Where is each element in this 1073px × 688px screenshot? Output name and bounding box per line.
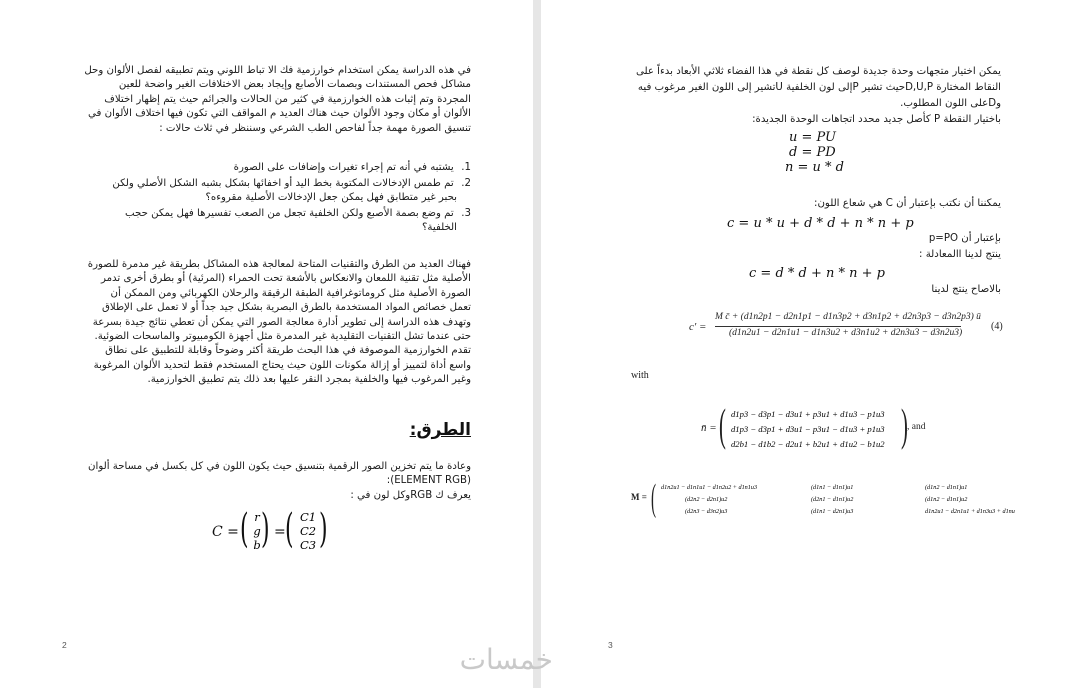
vector-entry: b: [253, 538, 261, 552]
text-line: الألوان أو مكان وجود الألوان حيث هناك العديد م المواقف التي تكون فيها اختلاف الألوان في: [88, 108, 471, 120]
equation: n = u * d: [785, 160, 844, 175]
m-matrix-row: [661, 494, 967, 506]
text-line: وغير المرغوب فيها والخلفية بمجرد النقر عليها بعد ذلك يتم تطبيق الخوارزمية.: [147, 374, 471, 386]
matrix-bracket: (: [719, 399, 726, 450]
m-matrix-equation: [631, 477, 1031, 520]
matrix-cell: (d1n2 − d1n1)u1: [925, 484, 968, 491]
m-matrix-row: [661, 482, 967, 494]
intro-paragraph: [61, 64, 471, 136]
vector-entry: C2: [299, 524, 317, 538]
text-line: بإعتبار أن p=PO: [928, 233, 1001, 244]
list-item: [61, 207, 471, 235]
document-page-3: [541, 0, 1073, 688]
m-matrix-row: [661, 506, 1015, 518]
text-line: تقدم الخوارزمية الموصوفة في هذا البحث طريقة أكثر وضوحاً وقابلة للتطبيق على نطاق: [105, 345, 471, 357]
matrix-cell: (d2n2 − d2n1)u2: [685, 496, 728, 503]
text-line: المجردة وتم إثبات هذه الخوارزمية في كثير من الحالات والجرائم حيث يتم إظهار اختلاف: [104, 93, 471, 105]
vector-entry: d1p3 − d3p1 + d3u1 − p3u1 − d1u3 + p1u3: [731, 424, 885, 434]
and-label: , and: [907, 422, 926, 432]
n-vector-equation: [701, 399, 941, 456]
text-line: باختيار النقطة P كأصل جديد محدد اتجاهات الوحدة الجديدة:: [752, 114, 1001, 125]
methods-intro-paragraph: [61, 258, 471, 388]
fraction-denominator: (d1n2u1 − d2n1u1 − d1n3u2 + d3n1u2 + d2n3u3 − d3n2u3): [729, 328, 963, 338]
matrix-cell: (d1n1 − d2n1)u3: [811, 508, 854, 515]
vector-bracket: ): [319, 506, 328, 552]
text-line: ينتج لدينا االمعادلة :: [919, 249, 1001, 260]
methods-paragraph: [61, 460, 471, 503]
list-item: [61, 161, 471, 175]
matrix-cell: (d1n1 − d1n1)u1: [811, 484, 854, 491]
fraction-bar: [715, 326, 961, 327]
list-item: [61, 177, 471, 205]
equation-lhs: n̄ =: [701, 422, 717, 434]
text-line: الأصلية مثل تقنية اللمعان والانعكاس بالأشعة تحت الحمراء (المرئية) أو بطرق أخرى تدمر: [100, 273, 471, 285]
color-vector-equation: [212, 506, 332, 556]
equation-lhs: M =: [631, 492, 647, 502]
matrix-cell: d1n2u1 − d2n1u1 + d1n3u3 + d1nu: [925, 508, 1015, 515]
text-line: حتى عندما تشل التقنيات التقليدية غير المدمرة مثل أجهزة الكومبيوتر والماسحات الضوئية.: [94, 331, 471, 343]
list-text: بحبر غير متطابق فهل يمكن جعل الإدخالات الأصلية مقروءه؟: [205, 192, 457, 203]
text-line: تعمل خصائص المواد المستخدمة بالطرق البصرية بشكل جيد جداً أو لا تعمل على الإطلاق: [101, 302, 471, 314]
unit-vector-equations: [785, 130, 848, 175]
text-line: واسع أداة لتمييز أو إزالة مكونات اللون حيث يحتاج المستخدم فقط لتحديد الألوان المرغوبة: [93, 359, 471, 371]
vector-entry: C1: [299, 510, 317, 524]
vector-entry: d2b1 − d1b2 − d2u1 + b2u1 + d1u2 − b1u2: [731, 439, 885, 449]
matrix-cell: d1n2u1 − d1n1u1 − d1n2u2 + d1n1u3: [661, 484, 758, 491]
text-line: يمكن اختيار متجهات وحدة جديدة لوصف كل نقطة في هذا الفضاء ثلاثي الأبعاد بدءاً على: [636, 66, 1001, 77]
list-text: تم وضع بصمة الأصبع ولكن الخلفية تجعل من الصعب تفسيرها فهل يمكن حجب: [125, 208, 454, 219]
equation: c = u * u + d * d + n * n + p: [727, 216, 914, 231]
text-line: وتهدف هذه الدراسة إلى تطوير أدارة معالجة الصور التي يمكن أن تعطي نتائج جيدة بسرعة: [92, 316, 471, 328]
vector-entry: r: [254, 510, 260, 524]
intro-paragraph: [591, 64, 1001, 128]
vector-entry: C3: [299, 538, 317, 552]
vector-entry: g: [253, 524, 261, 538]
document-page-2: [0, 0, 533, 688]
text-line: في هذه الدراسة يمكن استخدام خوارزمية فك الا تباط اللوني ويتم تطبيقه لفصل الألوان وحل: [84, 65, 471, 76]
vector-c123: [296, 510, 320, 552]
list-text: يشتبه في أنه تم إجراء تغيرات وإضافات على الصورة: [233, 162, 454, 173]
list-text: تم طمس الإدخالات المكتوبة بخط اليد أو اخفائها بشكل بشبه الشكل الأصلي ولكن: [112, 178, 454, 189]
list-number: 3.: [461, 208, 471, 219]
matrix-bracket: ): [901, 399, 908, 450]
text-line: النقاط المختارة D,U,Pحيث تشير Pإلى لون الخلفية Uتشير إلى اللون الغير مرغوب فيه: [637, 82, 1001, 93]
vector-entry: d1p3 − d3p1 − d3u1 + p3u1 + d1u3 − p1u3: [731, 409, 885, 419]
vector-bracket: (: [285, 506, 294, 552]
matrix-bracket: (: [651, 477, 657, 519]
equation: u = PU: [789, 130, 837, 145]
vector-bracket: ): [261, 506, 270, 552]
equation-lhs: c′ =: [689, 321, 707, 333]
matrix-cell: (d2n3 − d3n2)u3: [685, 508, 728, 515]
matrix-cell: (d1n2 − d1n1)u2: [925, 496, 968, 503]
text-line: تنسيق الصورة مهمة جداً لفاحص الطب الشرعي وسننظر في ثلاث حالات :: [159, 122, 471, 134]
text-line: يعرف ك RGBوكل لون في :: [350, 489, 471, 501]
with-label: with: [631, 370, 649, 381]
equation: d = PD: [789, 145, 836, 160]
text-line: يمكننا أن نكتب بإعتبار أن C هي شعاع اللون:: [814, 198, 1001, 209]
list-number: 1.: [461, 162, 471, 173]
text-line: مشاكل فحص المستندات وبصمات الأصابع وإيجاد بعض الاختلافات الغير واضحة للعين: [118, 79, 471, 91]
equation-lhs: C =: [212, 524, 239, 540]
text-line: بالاصاح ينتج لدينا: [931, 284, 1001, 295]
page-number: 2: [62, 640, 67, 650]
text-line: وDعلى اللون المطلوب.: [900, 98, 1001, 109]
n-vector-entries: [731, 407, 885, 452]
equation: c = d * d + n * n + p: [749, 266, 885, 281]
text-line: الصورة الأصلية مثل كروماتوغرافية الطبقة الرقيقة والرحلان الكهربائي ومن الممكن أن: [110, 287, 471, 299]
page-number: 3: [608, 640, 613, 650]
list-number: 2.: [461, 178, 471, 189]
text-line: وعادة ما يتم تخزين الصور الرقمية بتنسيق حيث يكون اللون في كل بكسل في مساحة ألوان: [88, 461, 471, 472]
list-text: الخلفية؟: [422, 222, 457, 233]
section-heading: الطرق:: [409, 420, 471, 440]
equation-number: (4): [991, 321, 1003, 332]
text-line: فهناك العديد من الطرق والتقنيات المتاحة لمعالجة هذه المشاكل بطريقة غير مدمرة للصورة: [87, 259, 471, 270]
cases-list: [61, 161, 471, 235]
equals-sign: =: [274, 524, 286, 540]
fraction-numerator: M c̄ + (d1n2p1 − d2n1p1 − d1n3p2 + d3n1p2 + d2n3p3 − d3n2p3) ū: [715, 312, 981, 322]
equation-4: [689, 312, 1009, 346]
text-line: (ELEMENT RGB):: [386, 475, 471, 487]
watermark-logo: خمسات: [459, 643, 553, 676]
matrix-cell: (d2n1 − d1n1)u2: [811, 496, 854, 503]
vector-bracket: (: [240, 506, 249, 552]
